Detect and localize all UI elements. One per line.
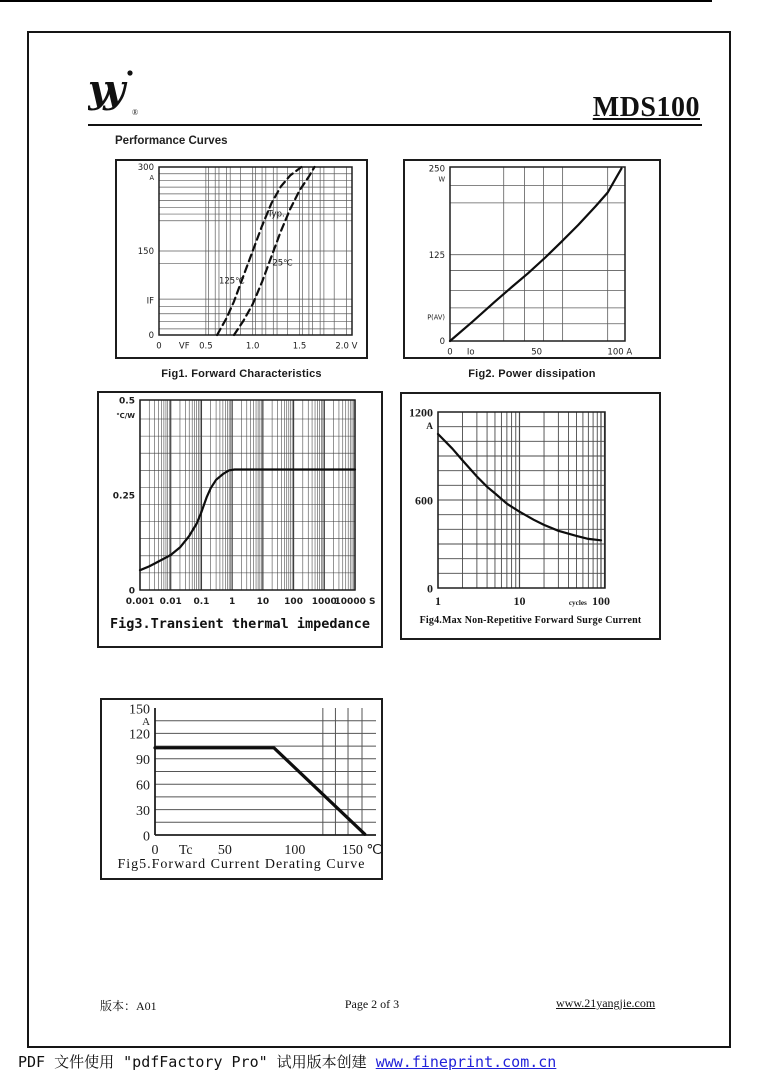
- svg-text:0: 0: [148, 331, 154, 342]
- svg-text:120: 120: [129, 727, 150, 743]
- svg-text:0: 0: [427, 581, 433, 596]
- svg-text:A: A: [426, 422, 433, 433]
- registered-mark: ®: [132, 108, 139, 117]
- svg-text:10000 S: 10000 S: [334, 597, 376, 607]
- print-banner: [18, 1051, 556, 1072]
- svg-text:0.1: 0.1: [193, 597, 210, 607]
- transient-thermal-impedance-chart: [99, 393, 381, 646]
- svg-text:1200: 1200: [409, 405, 433, 420]
- svg-text:600: 600: [415, 493, 433, 508]
- svg-text:1.0: 1.0: [245, 341, 260, 352]
- footer-page-number: Page 2 of 3: [344, 997, 400, 1011]
- figure-4-caption: Fig4.Max Non-Repetitive Forward Surge Current: [419, 615, 642, 626]
- svg-text:2.0 V: 2.0 V: [335, 341, 358, 352]
- figure-1-caption: Fig1. Forward Characteristics: [161, 368, 322, 380]
- svg-text:0: 0: [143, 829, 150, 845]
- svg-text:A: A: [142, 716, 150, 729]
- svg-text:150: 150: [129, 702, 150, 718]
- header: [88, 66, 702, 126]
- figure-2-caption: Fig2. Power dissipation: [468, 368, 596, 380]
- print-banner-link[interactable]: www.fineprint.com.cn: [375, 1053, 557, 1071]
- forward-characteristics-chart: [117, 161, 366, 357]
- svg-text:0: 0: [439, 337, 445, 348]
- svg-text:0: 0: [156, 341, 162, 352]
- figure-2-chart-box: [403, 159, 661, 359]
- svg-text:25℃: 25℃: [272, 258, 293, 269]
- print-banner-text: PDF 文件使用 "pdfFactory Pro" 试用版本创建: [18, 1053, 376, 1071]
- figure-5-chart-box: [100, 698, 383, 880]
- figure-4-chart-box: [400, 392, 661, 640]
- svg-text:300: 300: [137, 163, 154, 174]
- svg-text:100: 100: [284, 597, 303, 607]
- svg-text:℃/W: ℃/W: [116, 410, 135, 420]
- svg-text:100: 100: [591, 594, 610, 608]
- svg-text:0.5: 0.5: [199, 341, 213, 352]
- svg-text:Io: Io: [466, 347, 475, 357]
- svg-text:Tc: Tc: [178, 843, 193, 858]
- svg-text:1: 1: [229, 597, 236, 607]
- svg-text:100: 100: [284, 843, 306, 858]
- figure-4: [400, 392, 661, 640]
- figure-5-caption: Fig5.Forward Current Derating Curve: [117, 857, 366, 872]
- section-heading: Performance Curves: [115, 135, 228, 147]
- svg-text:1.5: 1.5: [292, 341, 307, 352]
- svg-text:0: 0: [128, 586, 135, 597]
- svg-text:1: 1: [435, 594, 441, 608]
- svg-text:1000: 1000: [311, 597, 337, 607]
- logo-dot: [127, 70, 132, 75]
- logo-text: yy: [88, 68, 119, 111]
- figure-1: [115, 159, 368, 380]
- figure-3: [97, 391, 383, 648]
- figure-3-caption: Fig3.Transient thermal impedance: [109, 616, 371, 632]
- figure-2: [403, 159, 661, 380]
- svg-text:150: 150: [137, 247, 154, 258]
- svg-text:IF: IF: [146, 296, 154, 307]
- svg-text:50: 50: [217, 843, 232, 858]
- svg-text:150 ℃: 150 ℃: [341, 843, 381, 858]
- figure-5: [100, 698, 383, 880]
- svg-text:125: 125: [428, 250, 445, 261]
- svg-text:0: 0: [447, 347, 453, 357]
- footer-website-link[interactable]: www.21yangjie.com: [556, 996, 656, 1010]
- svg-text:90: 90: [136, 753, 150, 769]
- svg-text:P(AV): P(AV): [427, 313, 445, 322]
- svg-text:0: 0: [151, 843, 159, 858]
- surge-current-chart: [402, 394, 659, 638]
- svg-text:60: 60: [136, 778, 150, 794]
- figure-1-chart-box: [115, 159, 368, 359]
- svg-text:W: W: [438, 175, 445, 184]
- svg-text:cycles: cycles: [568, 599, 587, 607]
- svg-text:50: 50: [531, 347, 543, 357]
- svg-text:100 A: 100 A: [607, 347, 633, 357]
- svg-text:30: 30: [136, 803, 150, 819]
- svg-text:VF: VF: [178, 341, 190, 352]
- svg-text:0.01: 0.01: [159, 597, 182, 607]
- svg-text:10: 10: [256, 597, 270, 607]
- svg-text:10: 10: [513, 594, 526, 608]
- svg-text:Typ.: Typ.: [267, 209, 285, 220]
- yangjie-logo: [88, 68, 152, 120]
- svg-text:125℃: 125℃: [218, 276, 245, 287]
- top-edge-line: [0, 0, 712, 2]
- figure-3-chart-box: [97, 391, 383, 648]
- svg-text:0.5: 0.5: [119, 396, 135, 407]
- page-title: MDS100: [592, 92, 700, 123]
- svg-text:0.001: 0.001: [125, 597, 155, 607]
- footer-version: 版本：A01: [100, 999, 157, 1013]
- svg-text:A: A: [149, 173, 154, 182]
- svg-text:0.25: 0.25: [112, 491, 135, 502]
- power-dissipation-chart: [405, 161, 659, 357]
- derating-curve-chart: [102, 700, 381, 878]
- svg-text:250: 250: [428, 164, 445, 175]
